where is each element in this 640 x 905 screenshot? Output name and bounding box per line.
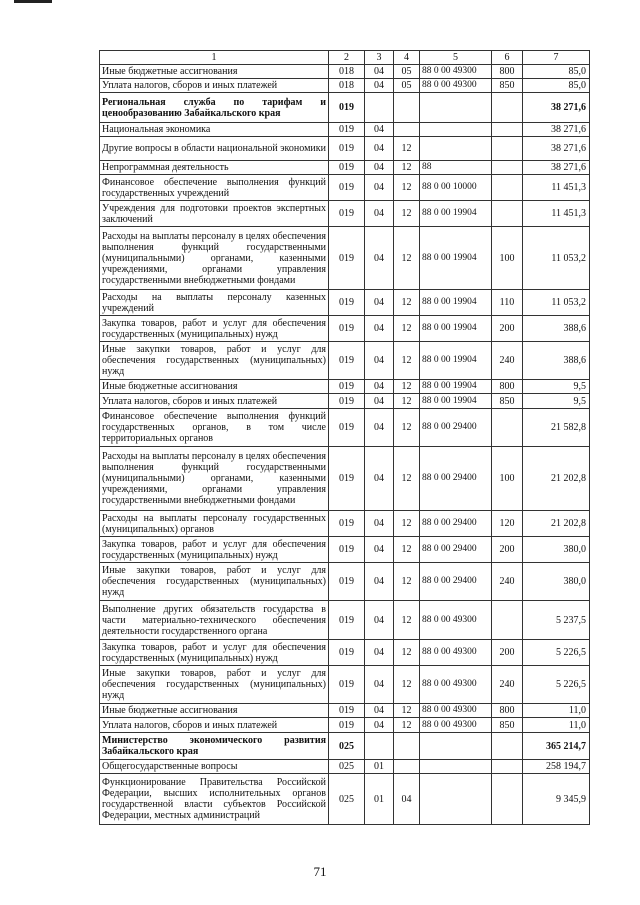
row-name-cell: Иные бюджетные ассигнования bbox=[100, 65, 329, 79]
subsection-code-cell: 12 bbox=[394, 704, 420, 718]
subsection-code-cell: 12 bbox=[394, 227, 420, 290]
amount-cell: 38 271,6 bbox=[523, 161, 590, 175]
section-code-cell: 04 bbox=[365, 409, 394, 447]
ved-code-cell: 019 bbox=[329, 342, 365, 380]
page-number: 71 bbox=[313, 864, 327, 879]
row-name-cell: Расходы на выплаты персоналу в целях обеспечения выполнения функций государственными (муниципальными) органами, казенными учреждениями, органами управления государственными внебюджетными фондами bbox=[100, 227, 329, 290]
table-row bbox=[100, 227, 590, 290]
column-header: 4 bbox=[394, 51, 420, 65]
target-article-cell: 88 0 00 49300 bbox=[420, 79, 492, 93]
ved-code-cell: 019 bbox=[329, 161, 365, 175]
table-row bbox=[100, 161, 590, 175]
row-name-cell: Финансовое обеспечение выполнения функций государственных органов, в том числе территориальных органов bbox=[100, 409, 329, 447]
ved-code-cell: 019 bbox=[329, 175, 365, 201]
subsection-code-cell: 12 bbox=[394, 447, 420, 511]
column-header: 7 bbox=[523, 51, 590, 65]
amount-cell: 11,0 bbox=[523, 718, 590, 733]
amount-cell: 5 226,5 bbox=[523, 640, 590, 666]
ved-code-cell: 019 bbox=[329, 601, 365, 640]
expense-type-cell bbox=[492, 123, 523, 137]
expense-type-cell: 100 bbox=[492, 447, 523, 511]
table-row bbox=[100, 342, 590, 380]
section-code-cell: 04 bbox=[365, 137, 394, 161]
section-code-cell: 04 bbox=[365, 123, 394, 137]
section-code-cell: 04 bbox=[365, 394, 394, 409]
amount-cell: 38 271,6 bbox=[523, 137, 590, 161]
table-row bbox=[100, 290, 590, 316]
ved-code-cell: 019 bbox=[329, 290, 365, 316]
amount-cell: 388,6 bbox=[523, 342, 590, 380]
target-article-cell bbox=[420, 137, 492, 161]
row-name-cell: Министерство экономического развития Забайкальского края bbox=[100, 733, 329, 760]
row-name-cell: Расходы на выплаты персоналу казенных учреждений bbox=[100, 290, 329, 316]
expense-type-cell: 850 bbox=[492, 79, 523, 93]
row-name-cell: Общегосударственные вопросы bbox=[100, 760, 329, 774]
row-name-cell: Иные бюджетные ассигнования bbox=[100, 704, 329, 718]
section-code-cell: 04 bbox=[365, 704, 394, 718]
expense-type-cell: 240 bbox=[492, 563, 523, 601]
amount-cell: 365 214,7 bbox=[523, 733, 590, 760]
subsection-code-cell: 12 bbox=[394, 290, 420, 316]
section-code-cell: 04 bbox=[365, 601, 394, 640]
ved-code-cell: 019 bbox=[329, 537, 365, 563]
subsection-code-cell: 12 bbox=[394, 511, 420, 537]
expense-type-cell bbox=[492, 601, 523, 640]
table-row bbox=[100, 409, 590, 447]
section-code-cell: 04 bbox=[365, 666, 394, 704]
expense-type-cell: 110 bbox=[492, 290, 523, 316]
ved-code-cell: 025 bbox=[329, 760, 365, 774]
target-article-cell bbox=[420, 760, 492, 774]
ved-code-cell: 019 bbox=[329, 718, 365, 733]
amount-cell: 9,5 bbox=[523, 380, 590, 394]
table-row bbox=[100, 123, 590, 137]
section-code-cell: 04 bbox=[365, 201, 394, 227]
subsection-code-cell: 12 bbox=[394, 380, 420, 394]
row-name-cell: Расходы на выплаты персоналу государственных (муниципальных) органов bbox=[100, 511, 329, 537]
table-row bbox=[100, 79, 590, 93]
table-row bbox=[100, 666, 590, 704]
section-code-cell: 04 bbox=[365, 718, 394, 733]
subsection-code-cell: 12 bbox=[394, 394, 420, 409]
section-code-cell: 01 bbox=[365, 760, 394, 774]
ved-code-cell: 019 bbox=[329, 316, 365, 342]
target-article-cell bbox=[420, 93, 492, 123]
target-article-cell: 88 0 00 19904 bbox=[420, 394, 492, 409]
section-code-cell: 04 bbox=[365, 537, 394, 563]
target-article-cell: 88 0 00 49300 bbox=[420, 666, 492, 704]
section-code-cell: 04 bbox=[365, 316, 394, 342]
target-article-cell bbox=[420, 123, 492, 137]
section-code-cell: 04 bbox=[365, 79, 394, 93]
table-row bbox=[100, 563, 590, 601]
subsection-code-cell: 12 bbox=[394, 409, 420, 447]
amount-cell: 38 271,6 bbox=[523, 93, 590, 123]
expense-type-cell bbox=[492, 774, 523, 825]
expense-type-cell: 800 bbox=[492, 65, 523, 79]
amount-cell: 11 451,3 bbox=[523, 175, 590, 201]
row-name-cell: Выполнение других обязательств государства в части материально-технического обеспечения деятельности государственного органа bbox=[100, 601, 329, 640]
subsection-code-cell: 12 bbox=[394, 201, 420, 227]
amount-cell: 9 345,9 bbox=[523, 774, 590, 825]
section-code-cell: 04 bbox=[365, 640, 394, 666]
subsection-code-cell: 12 bbox=[394, 601, 420, 640]
expense-type-cell: 120 bbox=[492, 511, 523, 537]
table-row bbox=[100, 774, 590, 825]
amount-cell: 21 202,8 bbox=[523, 511, 590, 537]
table-row bbox=[100, 601, 590, 640]
expense-type-cell: 200 bbox=[492, 316, 523, 342]
amount-cell: 85,0 bbox=[523, 65, 590, 79]
ved-code-cell: 019 bbox=[329, 380, 365, 394]
amount-cell: 388,6 bbox=[523, 316, 590, 342]
column-header: 5 bbox=[420, 51, 492, 65]
ved-code-cell: 019 bbox=[329, 201, 365, 227]
target-article-cell: 88 0 00 29400 bbox=[420, 511, 492, 537]
amount-cell: 85,0 bbox=[523, 79, 590, 93]
ved-code-cell: 019 bbox=[329, 563, 365, 601]
target-article-cell bbox=[420, 733, 492, 760]
expense-type-cell bbox=[492, 409, 523, 447]
target-article-cell: 88 0 00 29400 bbox=[420, 409, 492, 447]
subsection-code-cell: 04 bbox=[394, 774, 420, 825]
ved-code-cell: 019 bbox=[329, 409, 365, 447]
expense-type-cell bbox=[492, 161, 523, 175]
table-row bbox=[100, 175, 590, 201]
subsection-code-cell bbox=[394, 93, 420, 123]
row-name-cell: Учреждения для подготовки проектов экспертных заключений bbox=[100, 201, 329, 227]
row-name-cell: Уплата налогов, сборов и иных платежей bbox=[100, 394, 329, 409]
subsection-code-cell: 12 bbox=[394, 175, 420, 201]
column-header: 3 bbox=[365, 51, 394, 65]
subsection-code-cell: 12 bbox=[394, 718, 420, 733]
expense-type-cell bbox=[492, 733, 523, 760]
section-code-cell bbox=[365, 93, 394, 123]
subsection-code-cell: 12 bbox=[394, 161, 420, 175]
target-article-cell: 88 0 00 49300 bbox=[420, 704, 492, 718]
expense-type-cell bbox=[492, 201, 523, 227]
expense-type-cell: 100 bbox=[492, 227, 523, 290]
amount-cell: 380,0 bbox=[523, 563, 590, 601]
ved-code-cell: 019 bbox=[329, 704, 365, 718]
column-header: 6 bbox=[492, 51, 523, 65]
target-article-cell: 88 0 00 10000 bbox=[420, 175, 492, 201]
amount-cell: 21 202,8 bbox=[523, 447, 590, 511]
table-row bbox=[100, 760, 590, 774]
target-article-cell: 88 0 00 19904 bbox=[420, 380, 492, 394]
row-name-cell: Функционирование Правительства Российской Федерации, высших исполнительных органов государственной власти субъектов Российской Федерации, местных администраций bbox=[100, 774, 329, 825]
top-edge-mark bbox=[14, 0, 52, 3]
expense-type-cell: 240 bbox=[492, 342, 523, 380]
row-name-cell: Иные бюджетные ассигнования bbox=[100, 380, 329, 394]
amount-cell: 38 271,6 bbox=[523, 123, 590, 137]
target-article-cell: 88 0 00 19904 bbox=[420, 316, 492, 342]
expense-type-cell bbox=[492, 137, 523, 161]
budget-table bbox=[99, 50, 590, 825]
target-article-cell: 88 0 00 19904 bbox=[420, 342, 492, 380]
row-name-cell: Закупка товаров, работ и услуг для обеспечения государственных (муниципальных) нужд bbox=[100, 316, 329, 342]
section-code-cell bbox=[365, 733, 394, 760]
target-article-cell: 88 0 00 19904 bbox=[420, 227, 492, 290]
table-row bbox=[100, 316, 590, 342]
section-code-cell: 04 bbox=[365, 342, 394, 380]
table-row bbox=[100, 640, 590, 666]
amount-cell: 5 237,5 bbox=[523, 601, 590, 640]
ved-code-cell: 019 bbox=[329, 123, 365, 137]
target-article-cell bbox=[420, 774, 492, 825]
amount-cell: 5 226,5 bbox=[523, 666, 590, 704]
ved-code-cell: 019 bbox=[329, 137, 365, 161]
ved-code-cell: 019 bbox=[329, 666, 365, 704]
column-number-row bbox=[100, 51, 590, 65]
subsection-code-cell: 05 bbox=[394, 65, 420, 79]
target-article-cell: 88 0 00 49300 bbox=[420, 640, 492, 666]
amount-cell: 9,5 bbox=[523, 394, 590, 409]
expense-type-cell: 850 bbox=[492, 394, 523, 409]
table-row bbox=[100, 201, 590, 227]
ved-code-cell: 025 bbox=[329, 774, 365, 825]
table-row bbox=[100, 137, 590, 161]
section-code-cell: 04 bbox=[365, 161, 394, 175]
expense-type-cell bbox=[492, 175, 523, 201]
target-article-cell: 88 0 00 19904 bbox=[420, 201, 492, 227]
amount-cell: 258 194,7 bbox=[523, 760, 590, 774]
row-name-cell: Финансовое обеспечение выполнения функций государственных учреждений bbox=[100, 175, 329, 201]
expense-type-cell: 240 bbox=[492, 666, 523, 704]
section-code-cell: 04 bbox=[365, 290, 394, 316]
expense-type-cell: 200 bbox=[492, 640, 523, 666]
subsection-code-cell: 12 bbox=[394, 563, 420, 601]
section-code-cell: 04 bbox=[365, 563, 394, 601]
column-header: 2 bbox=[329, 51, 365, 65]
subsection-code-cell: 12 bbox=[394, 537, 420, 563]
ved-code-cell: 018 bbox=[329, 65, 365, 79]
expense-type-cell: 200 bbox=[492, 537, 523, 563]
section-code-cell: 04 bbox=[365, 380, 394, 394]
table-row bbox=[100, 93, 590, 123]
row-name-cell: Региональная служба по тарифам и ценообразованию Забайкальского края bbox=[100, 93, 329, 123]
amount-cell: 11 053,2 bbox=[523, 290, 590, 316]
table-row bbox=[100, 65, 590, 79]
amount-cell: 380,0 bbox=[523, 537, 590, 563]
ved-code-cell: 019 bbox=[329, 640, 365, 666]
table-row bbox=[100, 447, 590, 511]
amount-cell: 11 451,3 bbox=[523, 201, 590, 227]
section-code-cell: 01 bbox=[365, 774, 394, 825]
section-code-cell: 04 bbox=[365, 511, 394, 537]
section-code-cell: 04 bbox=[365, 175, 394, 201]
target-article-cell: 88 0 00 29400 bbox=[420, 447, 492, 511]
subsection-code-cell: 12 bbox=[394, 640, 420, 666]
target-article-cell: 88 bbox=[420, 161, 492, 175]
row-name-cell: Непрограммная деятельность bbox=[100, 161, 329, 175]
subsection-code-cell bbox=[394, 123, 420, 137]
expense-type-cell: 800 bbox=[492, 380, 523, 394]
table-row bbox=[100, 537, 590, 563]
target-article-cell: 88 0 00 19904 bbox=[420, 290, 492, 316]
row-name-cell: Уплата налогов, сборов и иных платежей bbox=[100, 79, 329, 93]
subsection-code-cell bbox=[394, 760, 420, 774]
subsection-code-cell: 12 bbox=[394, 342, 420, 380]
amount-cell: 11,0 bbox=[523, 704, 590, 718]
target-article-cell: 88 0 00 29400 bbox=[420, 537, 492, 563]
target-article-cell: 88 0 00 49300 bbox=[420, 65, 492, 79]
ved-code-cell: 025 bbox=[329, 733, 365, 760]
table-row bbox=[100, 511, 590, 537]
subsection-code-cell: 12 bbox=[394, 137, 420, 161]
column-header: 1 bbox=[100, 51, 329, 65]
row-name-cell: Другие вопросы в области национальной экономики bbox=[100, 137, 329, 161]
section-code-cell: 04 bbox=[365, 447, 394, 511]
target-article-cell: 88 0 00 49300 bbox=[420, 718, 492, 733]
expense-type-cell: 850 bbox=[492, 718, 523, 733]
table-row bbox=[100, 733, 590, 760]
subsection-code-cell: 12 bbox=[394, 316, 420, 342]
ved-code-cell: 019 bbox=[329, 447, 365, 511]
ved-code-cell: 019 bbox=[329, 394, 365, 409]
target-article-cell: 88 0 00 49300 bbox=[420, 601, 492, 640]
row-name-cell: Закупка товаров, работ и услуг для обеспечения государственных (муниципальных) нужд bbox=[100, 537, 329, 563]
expense-type-cell bbox=[492, 760, 523, 774]
row-name-cell: Иные закупки товаров, работ и услуг для обеспечения государственных (муниципальных) нужд bbox=[100, 563, 329, 601]
table-row bbox=[100, 704, 590, 718]
ved-code-cell: 018 bbox=[329, 79, 365, 93]
expense-type-cell bbox=[492, 93, 523, 123]
ved-code-cell: 019 bbox=[329, 93, 365, 123]
section-code-cell: 04 bbox=[365, 65, 394, 79]
ved-code-cell: 019 bbox=[329, 511, 365, 537]
subsection-code-cell: 12 bbox=[394, 666, 420, 704]
expense-type-cell: 800 bbox=[492, 704, 523, 718]
row-name-cell: Расходы на выплаты персоналу в целях обеспечения выполнения функций государственными (муниципальными) органами, казенными учреждениями, органами управления государственными внебюджетными фондами bbox=[100, 447, 329, 511]
target-article-cell: 88 0 00 29400 bbox=[420, 563, 492, 601]
row-name-cell: Иные закупки товаров, работ и услуг для обеспечения государственных (муниципальных) нужд bbox=[100, 666, 329, 704]
row-name-cell: Закупка товаров, работ и услуг для обеспечения государственных (муниципальных) нужд bbox=[100, 640, 329, 666]
amount-cell: 21 582,8 bbox=[523, 409, 590, 447]
table-row bbox=[100, 380, 590, 394]
row-name-cell: Национальная экономика bbox=[100, 123, 329, 137]
row-name-cell: Иные закупки товаров, работ и услуг для обеспечения государственных (муниципальных) нужд bbox=[100, 342, 329, 380]
subsection-code-cell: 05 bbox=[394, 79, 420, 93]
amount-cell: 11 053,2 bbox=[523, 227, 590, 290]
row-name-cell: Уплата налогов, сборов и иных платежей bbox=[100, 718, 329, 733]
section-code-cell: 04 bbox=[365, 227, 394, 290]
subsection-code-cell bbox=[394, 733, 420, 760]
table-row bbox=[100, 718, 590, 733]
ved-code-cell: 019 bbox=[329, 227, 365, 290]
table-row bbox=[100, 394, 590, 409]
